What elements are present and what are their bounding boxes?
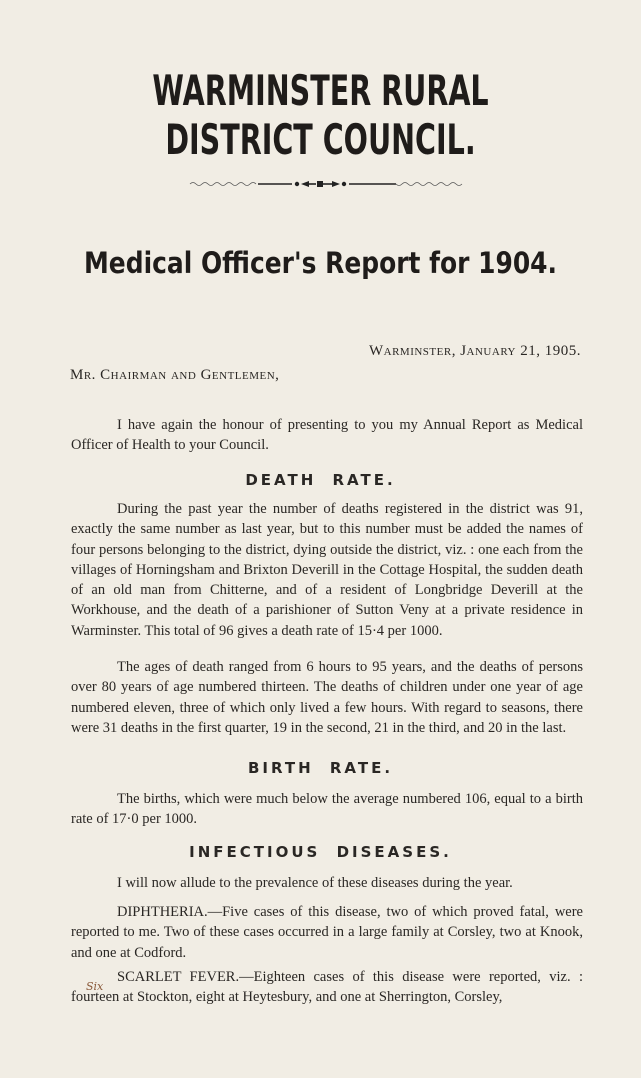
report-title: Medical Officer's Report for 1904. <box>83 246 558 280</box>
council-title: WARMINSTER RURAL DISTRICT COUNCIL. <box>152 66 489 164</box>
infectious-intro-paragraph: I will now allude to the prevalence of these diseases during the year. <box>117 875 513 891</box>
birth-rate-heading: BIRTH RATE. <box>247 759 394 777</box>
dateline: Warminster, January 21, 1905. <box>368 343 581 359</box>
ornamental-rule <box>188 176 466 192</box>
intro-paragraph: I have again the honour of presenting to you my Annual Report as Medical Officer of Health to your Council. <box>71 417 583 454</box>
death-rate-heading: DEATH RATE. <box>245 471 396 489</box>
diphtheria-paragraph: DIPHTHERIA.—Five cases of this disease, two of which proved fatal, were reported to me. Two of these cases occurred in a large family at Corsley, two at Knook, and one at Codford. <box>71 904 583 961</box>
salutation: Mr. Chairman and Gentlemen, <box>70 367 280 383</box>
infectious-diseases-heading: INFECTIOUS DISEASES. <box>189 843 452 861</box>
death-rate-paragraph-2: The ages of death ranged from 6 hours to 95 years, and the deaths of persons over 80 years of age numbered thirteen. The deaths of children under one year of age numbered eleven, three of which only lived a few hours. With regard to seasons, there were 31 deaths in the first quarter, 19 in the second, 21 in the third, and 20 in the last. <box>71 659 583 736</box>
death-rate-paragraph-1: During the past year the number of deaths registered in the district was 91, exactly the same number as last year, but to this number must be added the names of four persons belonging to the district, dying outside the district, viz. : one each from the villages of Horningsham and Brixton Deverill in the Cottage Hospital, the sudden death of an old man from Chitterne, and of a resident of Longbridge Deverill at the Workhouse, and the death of a parishioner of Sutton Veny at a private residence in Warminster. This total of 96 gives a death rate of 15·4 per 1000. <box>71 501 583 639</box>
scarlet-fever-paragraph: SCARLET FEVER.—Eighteen cases of this disease were reported, viz. : fourteen at Stockton, eight at Heytesbury, and one at Sherrington, Corsley, <box>71 969 583 1006</box>
birth-rate-paragraph: The births, which were much below the average numbered 106, equal to a birth rate of 17·0 per 1000. <box>71 791 583 828</box>
handwritten-annotation: Six <box>86 980 104 993</box>
